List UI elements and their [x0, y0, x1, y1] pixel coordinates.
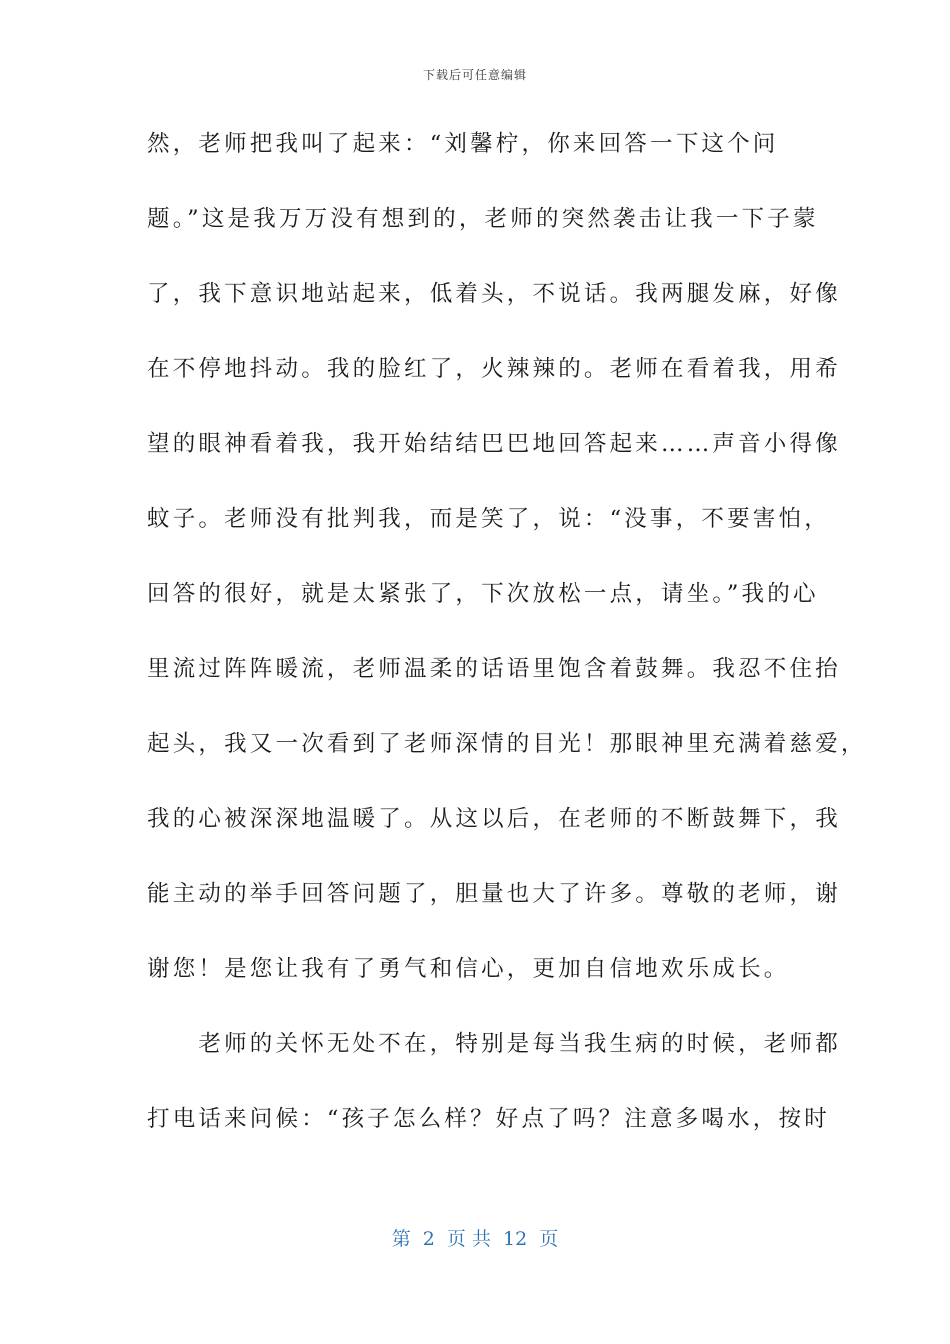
- text-line: 老师的关怀无处不在，特别是每当我生病的时候，老师都: [147, 1031, 841, 1057]
- text-line: 打电话来问候：“孩子怎么样？好点了吗？注意多喝水，按时: [147, 1106, 830, 1132]
- page-number-footer: 第 2 页 共 12 页: [391, 1228, 559, 1250]
- text-line: 回答的很好，就是太紧张了，下次放松一点，请坐。”我的心: [147, 581, 819, 607]
- text-line: 在不停地抖动。我的脸红了，火辣辣的。老师在看着我，用希: [147, 356, 841, 382]
- text-line: 蚊子。老师没有批判我，而是笑了，说：“没事，不要害怕，: [147, 506, 830, 532]
- text-line: 然，老师把我叫了起来：“刘馨柠，你来回答一下这个问: [147, 131, 779, 157]
- page-header: 下载后可任意编辑: [422, 68, 527, 82]
- text-line: 谢您！是您让我有了勇气和信心，更加自信地欢乐成长。: [147, 956, 790, 982]
- text-line: 里流过阵阵暖流，老师温柔的话语里饱含着鼓舞。我忍不住抬: [147, 656, 841, 682]
- text-line: 了，我下意识地站起来，低着头，不说话。我两腿发麻，好像: [147, 281, 841, 307]
- document-body: [147, 115, 867, 1165]
- text-line: 能主动的举手回答问题了，胆量也大了许多。尊敬的老师，谢: [147, 881, 841, 907]
- text-line: 起头，我又一次看到了老师深情的目光！那眼神里充满着慈爱，: [147, 731, 867, 757]
- text-line: 我的心被深深地温暖了。从这以后，在老师的不断鼓舞下，我: [147, 806, 841, 832]
- text-line: 望的眼神看着我，我开始结结巴巴地回答起来……声音小得像: [147, 431, 841, 457]
- text-line: 题。”这是我万万没有想到的，老师的突然袭击让我一下子蒙: [147, 206, 819, 232]
